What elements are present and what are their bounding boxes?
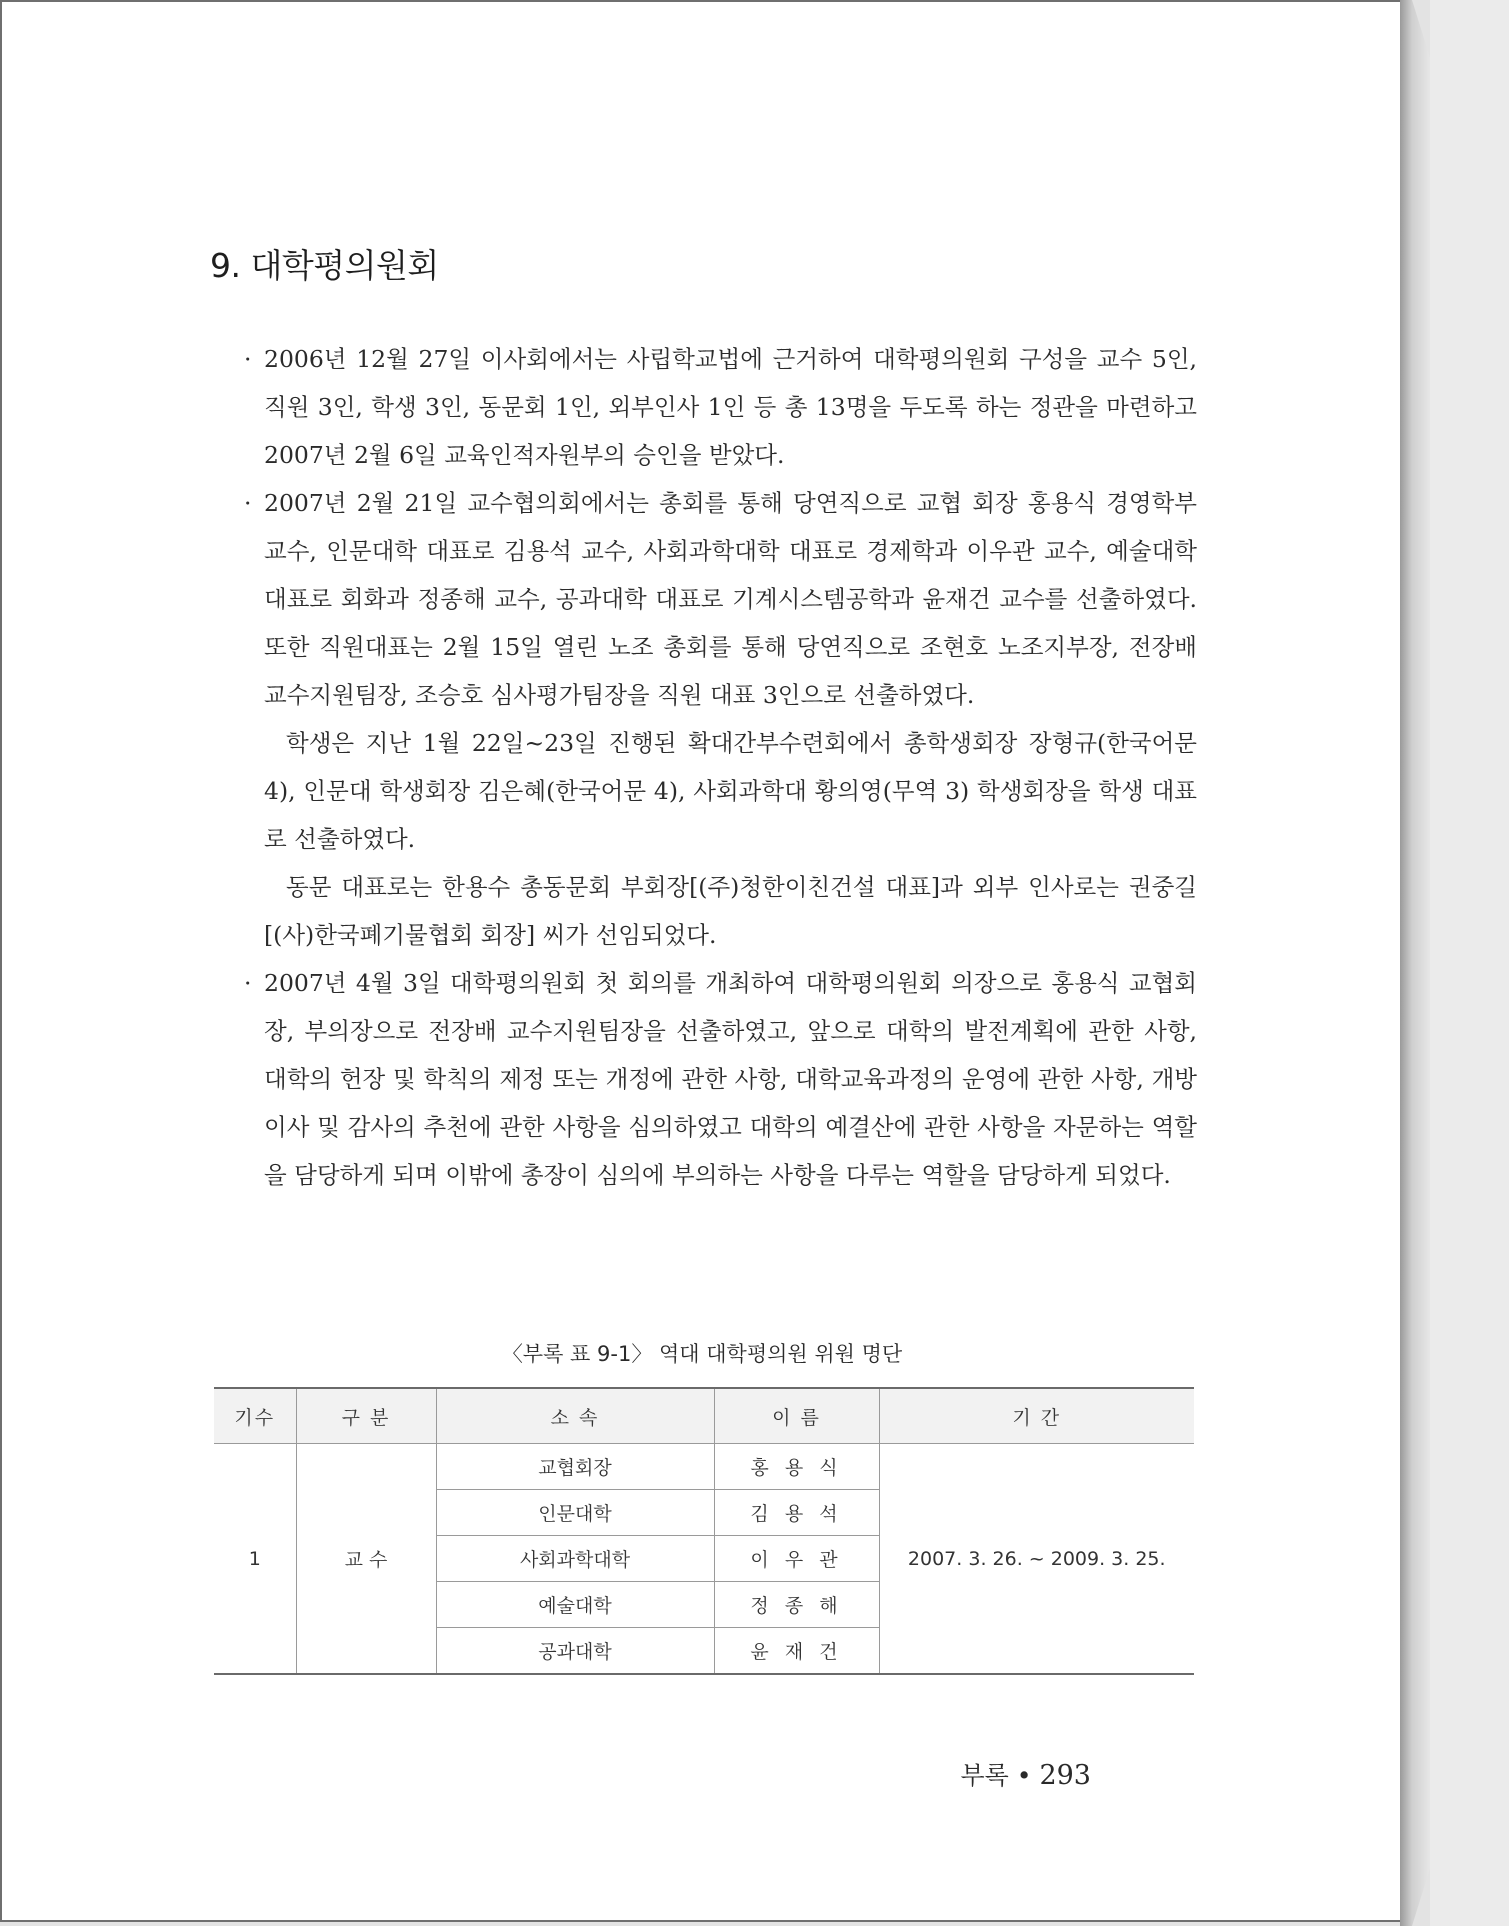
cell-member-name: 이 우 관 <box>714 1536 879 1582</box>
footer-section: 부록 <box>960 1761 1009 1790</box>
bullet-marker: · <box>244 969 252 997</box>
cell-member-name: 윤 재 건 <box>714 1628 879 1675</box>
cell-period: 2007. 3. 26. ~ 2009. 3. 25. <box>879 1444 1194 1675</box>
body-text <box>242 335 1197 1199</box>
cell-group: 교 수 <box>296 1444 436 1675</box>
cell-term: 1 <box>214 1444 296 1675</box>
header-term: 기수 <box>214 1388 296 1444</box>
cell-member-name: 홍 용 식 <box>714 1444 879 1490</box>
header-category: 구 분 <box>296 1388 436 1444</box>
cell-affiliation: 인문대학 <box>436 1490 714 1536</box>
bullet-marker: · <box>244 489 252 517</box>
footer-separator: • <box>1016 1761 1032 1790</box>
cell-affiliation: 공과대학 <box>436 1628 714 1675</box>
roster-table <box>214 1387 1194 1675</box>
cell-affiliation: 예술대학 <box>436 1582 714 1628</box>
cell-member-name: 정 종 해 <box>714 1582 879 1628</box>
page-number: 293 <box>1039 1760 1091 1791</box>
cell-affiliation: 사회과학대학 <box>436 1536 714 1582</box>
page-footer <box>960 1756 1091 1792</box>
cell-member-name: 김 용 석 <box>714 1490 879 1536</box>
page-edge <box>1400 0 1430 1926</box>
paragraph-text: 2006년 12월 27일 이사회에서는 사립학교법에 근거하여 대학평의원회 구성을 교수 5인, 직원 3인, 학생 3인, 동문회 1인, 외부인사 1인 등 총 13명을 두도록 하는 정관을 마련하고 2007년 2월 6일 교육인적자원부의 승인을 받았다. <box>264 345 1197 469</box>
header-affiliation: 소 속 <box>436 1388 714 1444</box>
header-period: 기 간 <box>879 1388 1194 1444</box>
paragraph-text: 2007년 4월 3일 대학평의원회 첫 회의를 개최하여 대학평의원회 의장으로 홍용식 교협회장, 부의장으로 전장배 교수지원팀장을 선출하였고, 앞으로 대학의 발전계획에 관한 사항, 대학의 헌장 및 학칙의 제정 또는 개정에 관한 사항, 대학교육과정의 운영에 관한 사항, 개방이사 및 감사의 추천에 관한 사항을 심의하였고 대학의 예결산에 관한 사항을 자문하는 역할을 담당하게 되며 이밖에 총장이 심의에 부의하는 사항을 다루는 역할을 담당하게 되었다. <box>264 969 1197 1189</box>
table-row <box>214 1444 1194 1490</box>
paragraph-3: 학생은 지난 1월 22일~23일 진행된 확대간부수련회에서 총학생회장 장형규(한국어문 4), 인문대 학생회장 김은혜(한국어문 4), 사회과학대 황의영(무역 3) 학생회장을 학생 대표로 선출하였다. <box>264 729 1197 853</box>
paragraph-text: 2007년 2월 21일 교수협의회에서는 총회를 통해 당연직으로 교협 회장 홍용식 경영학부 교수, 인문대학 대표로 김용석 교수, 사회과학대학 대표로 경제학과 이우관 교수, 예술대학 대표로 회화과 정종해 교수, 공과대학 대표로 기계시스템공학과 윤재건 교수를 선출하였다. 또한 직원대표는 2월 15일 열린 노조 총회를 통해 당연직으로 조현호 노조지부장, 전장배 교수지원팀장, 조승호 심사평가팀장을 직원 대표 3인으로 선출하였다. <box>264 489 1197 709</box>
paragraph-1 <box>242 335 1197 479</box>
paragraph-5 <box>242 959 1197 1199</box>
header-name: 이 름 <box>714 1388 879 1444</box>
paragraph-4: 동문 대표로는 한용수 총동문회 부회장[(주)청한이친건설 대표]과 외부 인사로는 권중길[(사)한국폐기물협회 회장] 씨가 선임되었다. <box>264 873 1197 949</box>
section-title: 9. 대학평의원회 <box>210 246 439 285</box>
paragraph-2 <box>242 479 1197 719</box>
cell-affiliation: 교협회장 <box>436 1444 714 1490</box>
bullet-marker: · <box>244 345 252 373</box>
table-caption: 〈부록 표 9-1〉 역대 대학평의원 위원 명단 <box>501 1342 903 1366</box>
table-header-row <box>214 1388 1194 1444</box>
